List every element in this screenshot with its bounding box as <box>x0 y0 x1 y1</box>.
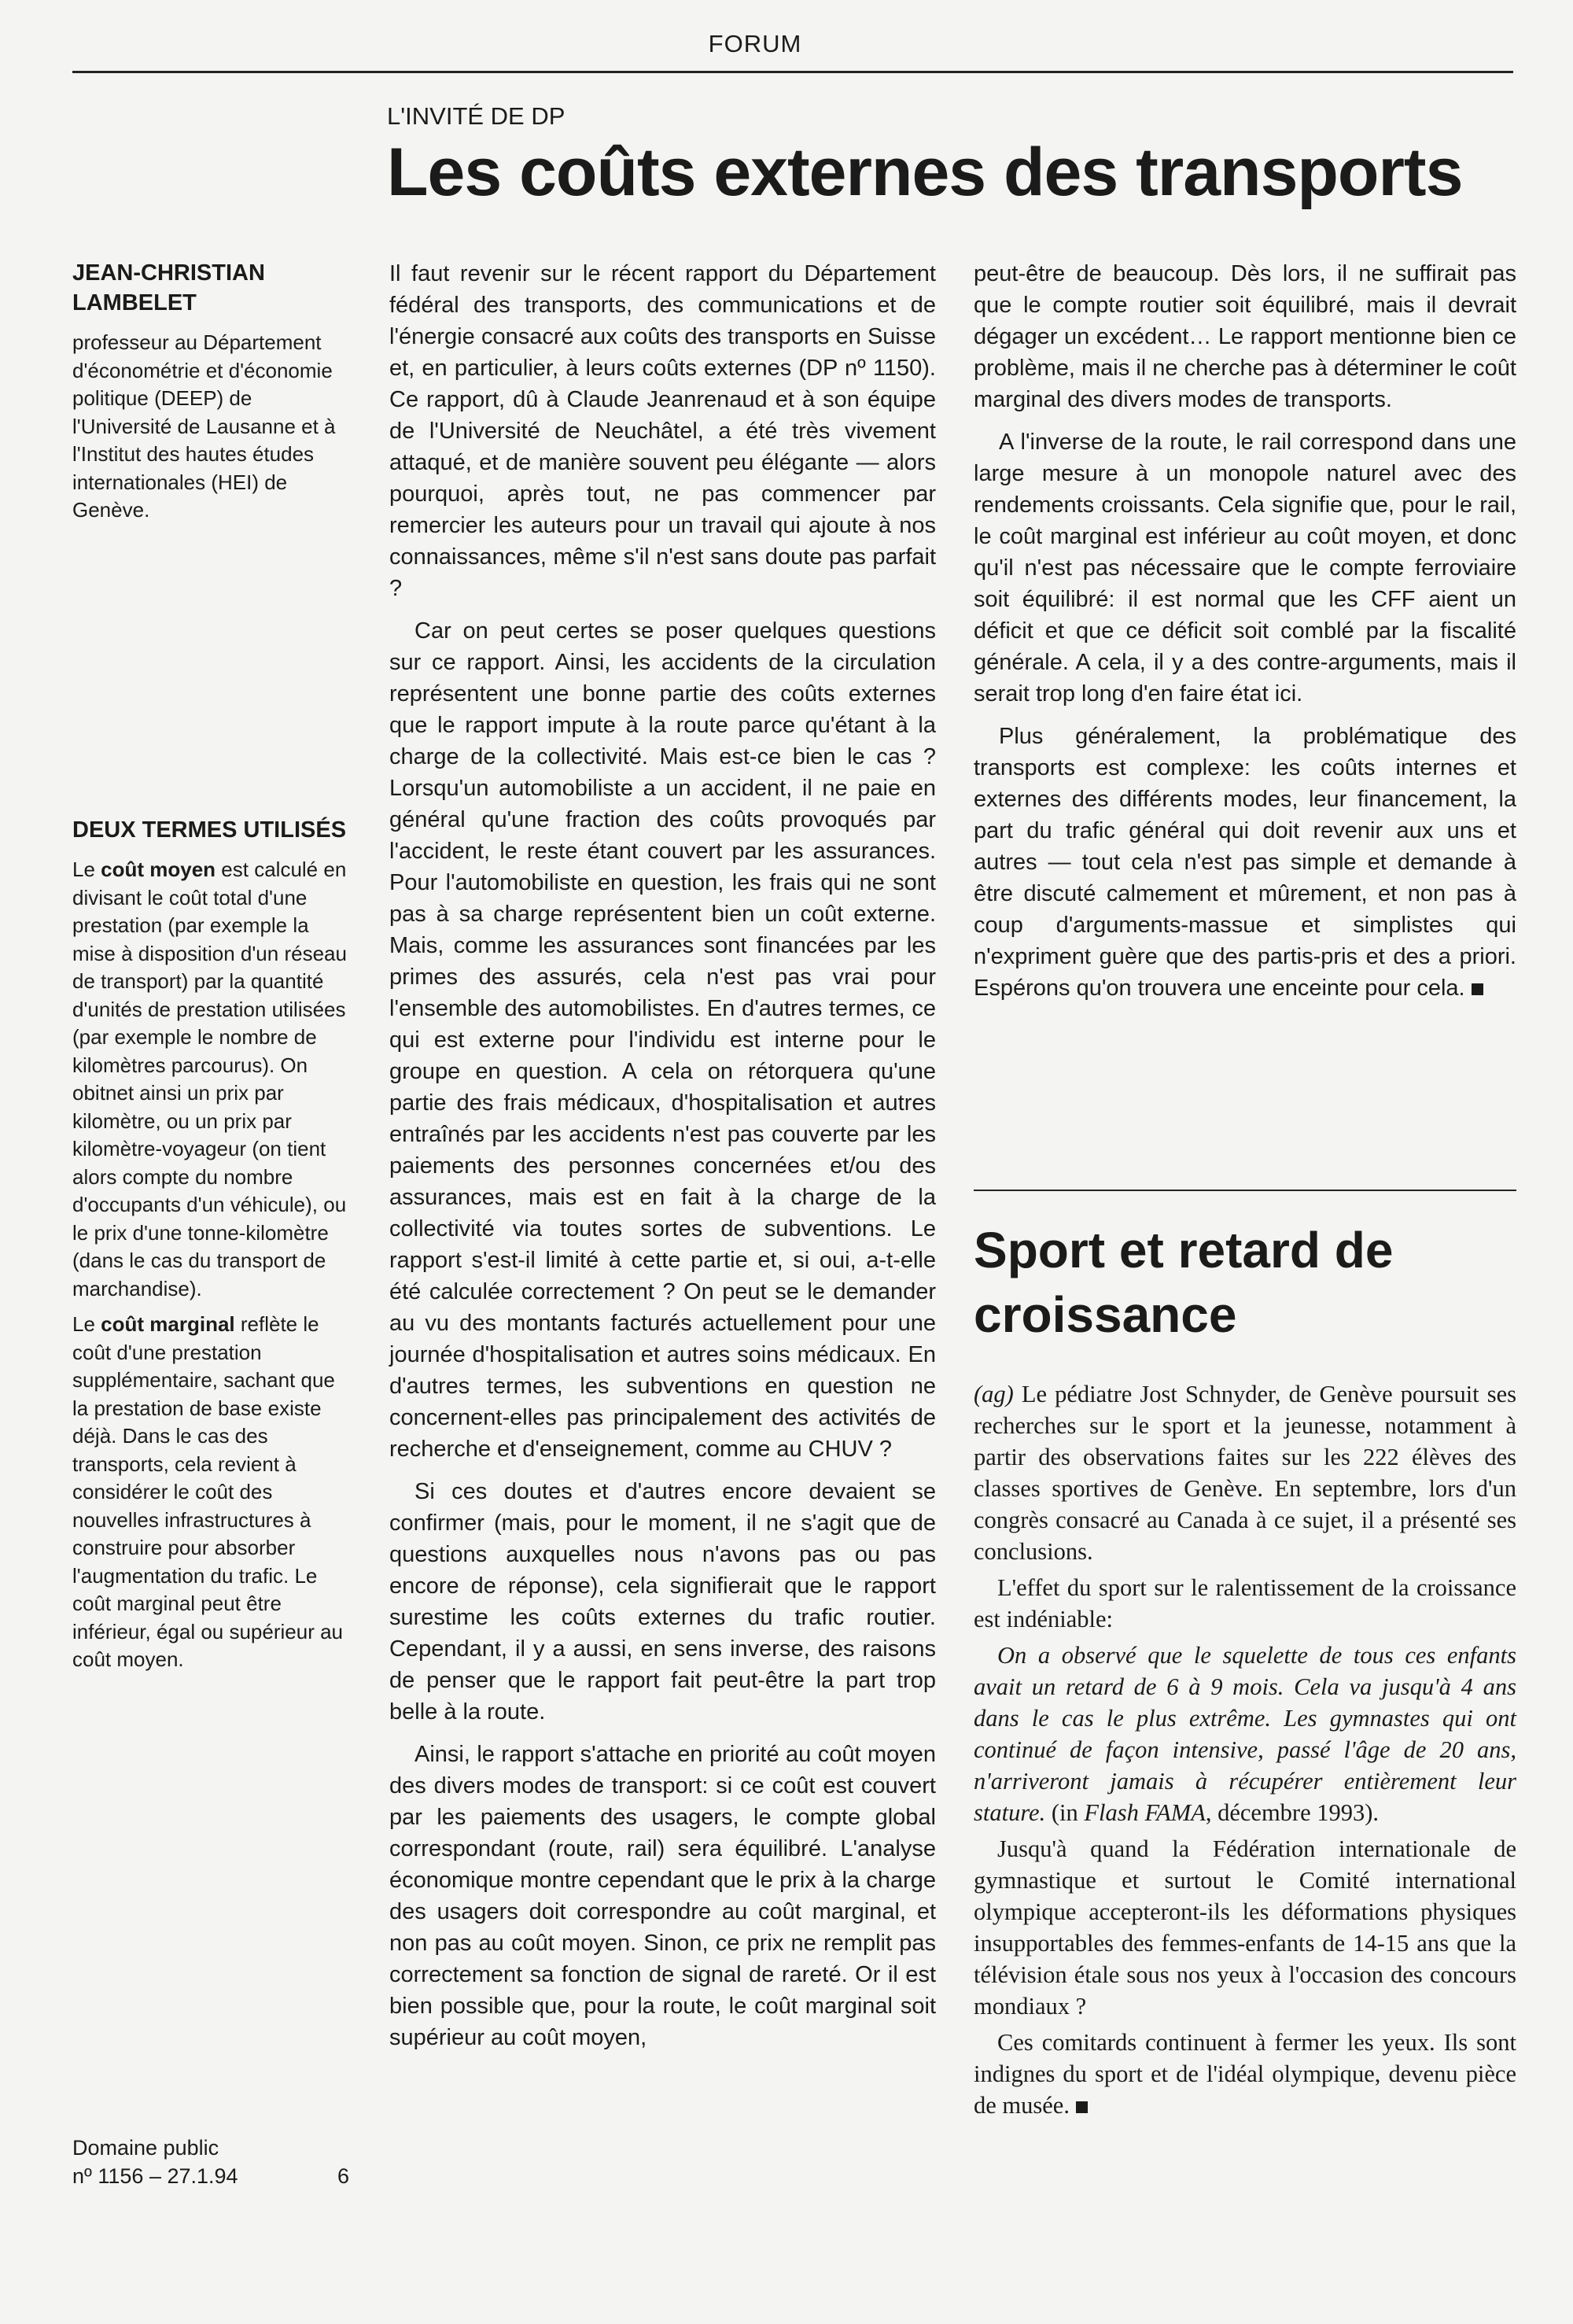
article-column-2 <box>974 258 1516 1015</box>
author-name: JEAN-CHRISTIAN LAMBELET <box>72 260 265 315</box>
page-number: 6 <box>337 2164 349 2188</box>
definitions-box <box>72 815 355 1682</box>
publication-name: Domaine public <box>72 2136 219 2160</box>
article-paragraph: Plus généralement, la problématique des transports est complexe: les coûts internes et externes des différents modes, leur financement, la part du trafic général qui doit revenir aux uns et autres — tout cela n'est pas simple et demande à être discuté calmement et mûrement, et non pas à coup d'arguments-massue et simplistes qui n'expriment guère que des partis-pris et des a priori. Espérons qu'on trouvera une enceinte pour cela. <box>974 724 1516 1001</box>
sport-paragraph: (ag) Le pédiatre Jost Schnyder, de Genève poursuit ses recherches sur le sport et la jeunesse, notamment à partir des observations faites sur les 222 élèves des classes sportives de Genève. En septembre, lors d'un congrès consacré au Canada à ce sujet, il a présenté ses conclusions. <box>974 1381 1516 1565</box>
term-average-cost: coût moyen <box>101 858 216 881</box>
article-kicker: L'INVITÉ DE DP <box>387 102 565 130</box>
article-paragraph: Il faut revenir sur le récent rapport du Département fédéral des transports, des communications et de l'énergie consacré aux coûts des transports en Suisse et, en particulier, à leurs coûts externes (DP nº 1150). Ce rapport, dû à Claude Jeanrenaud et à son équipe de l'Université de Neuchâtel, a été très vivement attaqué, et de manière souvent peu élégante — alors pourquoi, après tout, ne pas commencer par remercier les auteurs pour un travail qui ajoute à nos connaissances, même s'il n'est sans doute pas parfait ? <box>389 261 936 601</box>
source-name: Flash FAMA <box>1084 1799 1206 1826</box>
issue-number: nº 1156 – 27.1.94 <box>72 2164 238 2188</box>
definitions-heading: DEUX TERMES UTILISÉS <box>72 817 347 843</box>
article-paragraph: A l'inverse de la route, le rail correspond dans une large mesure à un monopole naturel avec des rendements croissants. Cela signifie que, pour le rail, le coût marginal est inférieur au coût moyen, et donc qu'il n'est pas nécessaire que le compte ferroviaire soit équilibré: il est normal que les CFF aient un déficit et que ce déficit soit comblé par la fiscalité générale. A cela, il y a des contre-arguments, mais il serait trop long d'en faire état ici. <box>974 430 1516 706</box>
sport-byline: (ag) <box>974 1381 1014 1407</box>
term-marginal-cost: coût marginal <box>101 1312 235 1336</box>
sport-paragraph: Jusqu'à quand la Fédération internationale de gymnastique et surtout le Comité international olympique accepteront-ils les déformations physiques insupportables des femmes-enfants de 14-15 ans que la télévision étale sous nos yeux à l'occasion des concours mondiaux ? <box>974 1835 1516 2020</box>
definition-average-cost: Le coût moyen est calculé en divisant le coût total d'une prestation (par exemple la mise à disposition d'un réseau de transport) par la quantité d'unités de prestation utilisées (par exemple le nombre de kilomètres parcourus). On obitnet ainsi un prix par kilomètre, ou un prix par kilomètre-voyageur (on tient alors compte du nombre d'occupants d'un véhicule), ou le prix d'une tonne-kilomètre (dans le cas du transport de marchandise). <box>72 858 347 1300</box>
section-header: FORUM <box>708 30 802 57</box>
end-mark-icon <box>1472 983 1483 995</box>
section-divider <box>974 1190 1516 1191</box>
article-title: Les coûts externes des transports <box>387 135 1463 210</box>
sport-paragraph: L'effet du sport sur le ralentissement de la croissance est indéniable: <box>974 1574 1516 1632</box>
article-paragraph: peut-être de beaucoup. Dès lors, il ne suffirait pas que le compte routier soit équilibré, mais il devrait dégager un excédent… Le rapport mentionne bien ce problème, mais il ne cherche pas à déterminer le coût marginal des divers modes de transports. <box>974 261 1516 412</box>
sport-paragraph: Ces comitards continuent à fermer les yeux. Ils sont indignes du sport et de l'idéal olympique, devenu pièce de musée. <box>974 2029 1516 2119</box>
article-paragraph: Ainsi, le rapport s'attache en priorité au coût moyen des divers modes de transport: si ce coût est couvert par les paiements des usagers, le compte global correspondant (route, rail) sera équilibré. L'analyse économique montre cependant que le prix à la charge des usagers doit correspondre au coût marginal, et non pas au coût moyen. Sinon, ce prix ne remplit pas correctement sa fonction de signal de rareté. Or il est bien possible que, pour la route, le coût marginal soit supérieur au coût moyen, <box>389 1742 936 2050</box>
author-bio: professeur au Département d'économétrie et d'économie politique (DEEP) de l'Université de Lausanne et à l'Institut des hautes études internationales (HEI) de Genève. <box>72 330 336 522</box>
header-rule <box>72 71 1513 73</box>
end-mark-icon <box>1076 2101 1088 2113</box>
article-paragraph: Car on peut certes se poser quelques questions sur ce rapport. Ainsi, les accidents de la circulation représentent une bonne partie des coûts externes que le rapport impute à la route parce qu'étant à la charge de la collectivité. Mais est-ce bien le cas ? Lorsqu'un automobiliste a un accident, il ne paie en général qu'une fraction des coûts provoqués par l'accident, le reste étant couvert par les assurances. Pour l'automobiliste en question, les frais qui ne sont pas à sa charge représentent bien un coût externe. Mais, comme les assurances sont financées par les primes des assurés, cela n'est pas vrai pour l'ensemble des automobilistes. En d'autres termes, ce qui est externe pour l'individu est interne pour le groupe en question. A cela on rétorquera qu'une partie des frais médicaux, d'hospitalisation et autres entraînés par les accidents n'est pas couverte par les paiements des personnes concernées et/ou des assurances, mais est en fait à la charge de la collectivité via toutes sortes de subventions. Le rapport s'est-il limité à cette partie et, si oui, a-t-elle été calculée correctement ? On peut se le demander au vu des montants facturés actuellement pour une journée d'hospitalisation et autres soins médicaux. En d'autres termes, les subventions en question ne concernent-elles pas principalement des activités de recherche et d'enseignement, comme au CHUV ? <box>389 618 936 1462</box>
sport-article-title: Sport et retard de croissance <box>974 1222 1394 1343</box>
author-block <box>72 258 355 525</box>
sport-quote: On a observé que le squelette de tous ces enfants avait un retard de 6 à 9 mois. Cela va jusqu'à 4 ans dans le cas le plus extrême. Les gymnastes qui ont continué de façon intensive, passé l'âge de 20 ans, n'arriveront jamais à récupérer entièrement leur stature. (in Flash FAMA, décembre 1993). <box>974 1642 1516 1826</box>
sport-article-body <box>974 1378 1516 2126</box>
definition-marginal-cost: Le coût marginal reflète le coût d'une prestation supplémentaire, sachant que la prestation de base existe déjà. Dans le cas des transports, cela revient à considérer le coût des nouvelles infrastructures à construire pour absorber l'augmentation du trafic. Le coût marginal peut être inférieur, égal ou supérieur au coût moyen. <box>72 1312 344 1671</box>
article-column-1 <box>389 258 936 2064</box>
article-paragraph: Si ces doutes et d'autres encore devaient se confirmer (mais, pour le moment, il ne s'agit que de questions auxquelles nous n'avons pas ou pas encore de réponse), cela signifierait que le rapport surestime les coûts externes du trafic routier. Cependant, il y a aussi, en sens inverse, des raisons de penser que le rapport fait peut-être la part trop belle à la route. <box>389 1479 936 1725</box>
page-footer <box>72 2134 355 2190</box>
